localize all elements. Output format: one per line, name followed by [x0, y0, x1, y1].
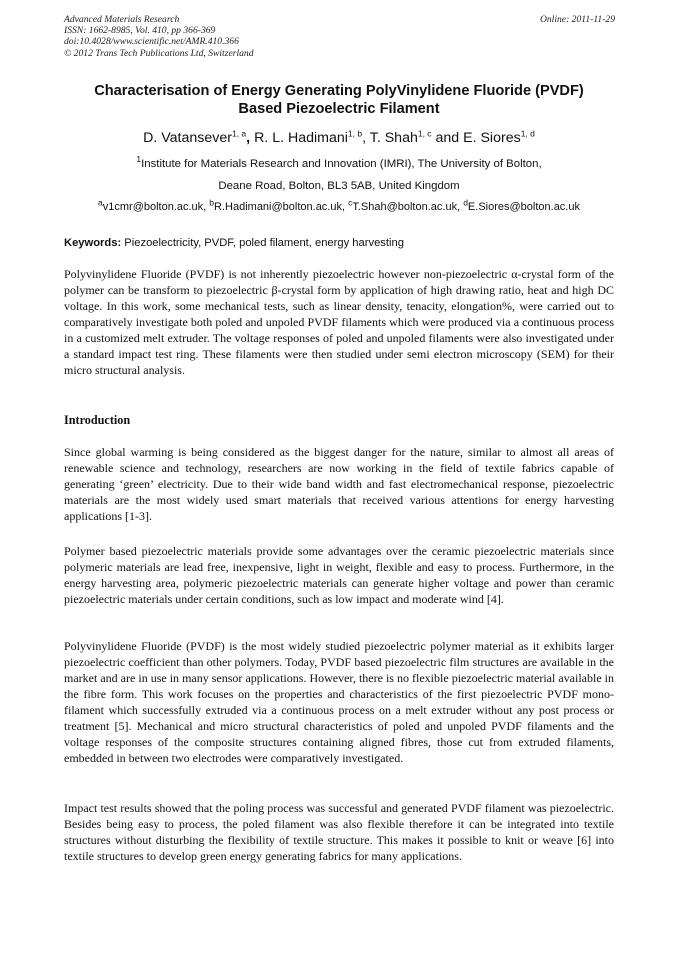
email-address[interactable]: R.Hadimani@bolton.ac.uk,	[214, 201, 349, 213]
title-line-1: Characterisation of Energy Generating PolyVinylidene Fluoride (PVDF)	[94, 83, 584, 99]
author-separator: and	[431, 130, 464, 146]
email-address[interactable]: T.Shah@bolton.ac.uk,	[352, 201, 464, 213]
email-superscript: a	[98, 197, 103, 208]
email-superscript: b	[209, 197, 215, 208]
author-separator: ,	[362, 130, 370, 146]
affiliation-text: Institute for Materials Research and Innovation (IMRI), The University of Bolton,	[141, 158, 542, 170]
affiliation-line-1	[40, 154, 638, 171]
body-paragraph: Polymer based piezoelectric materials provide some advantages over the ceramic piezoelectric materials since polymeric materials are lead free, inexpensive, light in weight, flexible and easy to process. Furthermore, in the energy harvesting area, polymeric piezoelectric materials can generate higher voltage and power than ceramic piezoelectric materials under certain conditions, such as low impact and moderate wind [4].	[64, 544, 614, 606]
abstract-paragraph: Polyvinylidene Fluoride (PVDF) is not inherently piezoelectric however non-piezoelectric α-crystal form of the polymer can be transform to piezoelectric β-crystal form by application of high drawing ratio, heat and high DC voltage. In this work, some mechanical tests, such as linear density, tenacity, elongation%, were carried out to comparatively investigate both poled and unpoled PVDF filaments which were produced via a continuous process in a customized melt extruder. The voltage responses of poled and unpoled filaments were also investigated under a standard impact test ring. These filaments were then studied under semi electron microscopy (SEM) for their micro structural analysis.	[64, 267, 614, 377]
author-superscript: 1, c	[417, 128, 432, 139]
keywords	[64, 236, 624, 250]
email-superscript: d	[463, 197, 468, 208]
journal-name: Advanced Materials Research	[64, 14, 180, 25]
affiliation-superscript: 1	[136, 154, 142, 165]
email-address[interactable]: E.Siores@bolton.ac.uk	[467, 201, 580, 213]
body-paragraph: Impact test results showed that the poling process was successful and generated PVDF filament was piezoelectric. Besides being easy to process, the poled filament was also flexible therefore it can be integrated into textile structures without disturbing the flexibility of textile structure. This makes it possible to knit or weave [6] into textile structures to develop green energy generating fabrics for many applications.	[64, 801, 614, 863]
body-paragraph: Since global warming is being considered as the biggest danger for the nature, similar to almost all areas of renewable science and technology, researchers are now working in the field of textile fabrics capable of generating ‘green’ electricity. Due to their wide band width and fast electromechanical response, piezoelectric materials are the most widely used smart materials that received various attentions for energy harvesting applications [1-3].	[64, 445, 614, 523]
journal-copyright: © 2012 Trans Tech Publications Ltd, Switzerland	[64, 47, 254, 59]
author-superscript: 1, a	[231, 128, 247, 139]
email-superscript: c	[348, 197, 353, 208]
section-heading-introduction: Introduction	[64, 413, 131, 427]
author-emails	[40, 197, 638, 214]
author-list	[40, 129, 638, 147]
author-superscript: 1, d	[520, 128, 535, 139]
keywords-text: Piezoelectricity, PVDF, poled filament, energy harvesting	[121, 237, 404, 249]
author-separator: ,	[246, 130, 255, 146]
paper-title	[60, 82, 618, 118]
title-line-2: Based Piezoelectric Filament	[238, 101, 440, 117]
affiliation-line-2: Deane Road, Bolton, BL3 5AB, United Kingdom	[218, 180, 460, 192]
author-name: T. Shah	[369, 130, 418, 146]
journal-issn: ISSN: 1662-8985, Vol. 410, pp 366-369	[64, 25, 216, 37]
online-date: Online: 2011-11-29	[539, 14, 615, 25]
journal-doi: doi:10.4028/www.scientific.net/AMR.410.366	[64, 36, 239, 48]
email-address[interactable]: v1cmr@bolton.ac.uk,	[102, 201, 210, 213]
journal-header	[64, 14, 254, 59]
author-name: D. Vatansever	[143, 130, 232, 146]
author-name: E. Siores	[463, 130, 521, 146]
author-name: R. L. Hadimani	[254, 130, 348, 146]
body-paragraph: Polyvinylidene Fluoride (PVDF) is the most widely studied piezoelectric polymer material as it exhibits larger piezoelectric coefficient than other polymers. Today, PVDF based piezoelectric film structures are available in the market and are in use in many sensor applications. However, there is no flexible piezoelectric material available in the fibre form. This work focuses on the properties and characteristics of the first piezoelectric PVDF mono-filament which successfully extruded via a continuous process on a melt extruder without any post process or treatment [5]. Mechanical and micro structural characteristics of poled and unpoled PVDF filaments and the voltage responses of the composite structures containing aligned fibres, those cut from extruded filaments, embedded in between two electrodes were comparatively investigated.	[64, 639, 614, 765]
keywords-label: Keywords:	[64, 237, 122, 249]
author-superscript: 1, b	[347, 128, 363, 139]
